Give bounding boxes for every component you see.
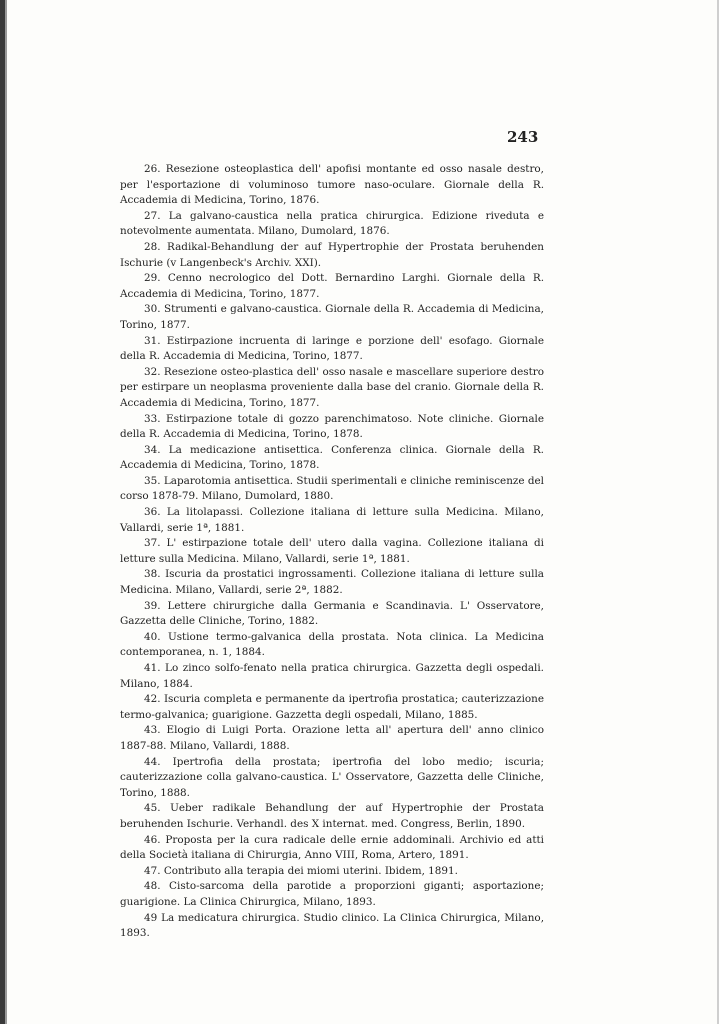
page-number: 243 bbox=[507, 128, 539, 146]
scan-binding-shadow bbox=[5, 0, 7, 1024]
bibliography-entry: 29. Cenno necrologico del Dott. Bernardino Larghi. Giornale della R. Accademia di Medicina, Torino, 1877. bbox=[120, 272, 544, 300]
bibliography-entry: 28. Radikal-Behandlung der auf Hypertrophie der Prostata beruhenden Ischurie (v Langenbeck's Archiv. XXI). bbox=[120, 240, 544, 269]
bibliography-entry: 36. La litolapassi. Collezione italiana di letture sulla Medicina. Milano, Vallardi, serie 1ª, 1881. bbox=[120, 506, 544, 534]
bibliography-list bbox=[120, 162, 544, 942]
bibliography-entry: 27. La galvano-caustica nella pratica chirurgica. Edizione riveduta e notevolmente aumentata. Milano, Dumolard, 1876. bbox=[120, 209, 544, 238]
bibliography-entry: 45. Ueber radikale Behandlung der auf Hypertrophie der Prostata beruhenden Ischurie. Verhandl. des X internat. med. Congress, Berlin, 1890. bbox=[120, 802, 544, 830]
bibliography-entry: 47. Contributo alla terapia dei miomi uterini. Ibidem, 1891. bbox=[144, 864, 458, 877]
bibliography-entry: 42. Iscuria completa e permanente da ipertrofia prostatica; cauterizzazione termo-galvanica; guarigione. Gazzetta degli ospedali, Milano, 1885. bbox=[120, 693, 544, 721]
bibliography-entry: 34. La medicazione antisettica. Conferenza clinica. Giornale della R. Accademia di Medicina, Torino, 1878. bbox=[120, 443, 544, 472]
bibliography-entry: 46. Proposta per la cura radicale delle ernie addominali. Archivio ed atti della Società italiana di Chirurgia, Anno VIII, Roma, Artero, 1891. bbox=[120, 833, 544, 862]
bibliography-entry: 38. Iscuria da prostatici ingrossamenti. Collezione italiana di letture sulla Medicina. Milano, Vallardi, serie 2ª, 1882. bbox=[120, 568, 544, 597]
bibliography-entry: 37. L' estirpazione totale dell' utero dalla vagina. Collezione italiana di letture sulla Medicina. Milano, Vallardi, serie 1ª, 1881. bbox=[120, 537, 544, 565]
bibliography-entry: 32. Resezione osteo-plastica dell' osso nasale e mascellare superiore destro per estirpare un neoplasma proveniente dalla base del cranio. Giornale della R. Accademia di Medicina, Torino, 1877. bbox=[120, 365, 544, 409]
bibliography-entry: 41. Lo zinco solfo-fenato nella pratica chirurgica. Gazzetta degli ospedali. Milano, 1884. bbox=[120, 662, 544, 690]
bibliography-entry: 30. Strumenti e galvano-caustica. Giornale della R. Accademia di Medicina, Torino, 1877. bbox=[120, 303, 544, 331]
bibliography-entry: 48. Cisto-sarcoma della parotide a proporzioni giganti; asportazione; guarigione. La Clinica Chirurgica, Milano, 1893. bbox=[120, 880, 544, 908]
bibliography-entry: 44. Ipertrofia della prostata; ipertrofia del lobo medio; iscuria; cauterizzazione colla galvano-caustica. L' Osservatore, Gazzetta delle Cliniche, Torino, 1888. bbox=[120, 755, 544, 799]
bibliography-entry: 35. Laparotomia antisettica. Studii sperimentali e cliniche reminiscenze del corso 1878-79. Milano, Dumolard, 1880. bbox=[120, 474, 544, 503]
bibliography-entry: 43. Elogio di Luigi Porta. Orazione letta all' apertura dell' anno clinico 1887-88. Milano, Vallardi, 1888. bbox=[120, 724, 544, 752]
bibliography-entry: 49 La medicatura chirurgica. Studio clinico. La Clinica Chirurgica, Milano, 1893. bbox=[120, 911, 544, 940]
bibliography-entry: 39. Lettere chirurgiche dalla Germania e Scandinavia. L' Osservatore, Gazzetta delle Cliniche, Torino, 1882. bbox=[120, 599, 544, 628]
bibliography-entry: 31. Estirpazione incruenta di laringe e porzione dell' esofago. Giornale della R. Accademia di Medicina, Torino, 1877. bbox=[120, 334, 544, 363]
bibliography-entry: 33. Estirpazione totale di gozzo parenchimatoso. Note cliniche. Giornale della R. Accademia di Medicina, Torino, 1878. bbox=[120, 412, 544, 441]
bibliography-entry: 40. Ustione termo-galvanica della prostata. Nota clinica. La Medicina contemporanea, n. 1, 1884. bbox=[120, 630, 544, 659]
bibliography-entry: 26. Resezione osteoplastica dell' apofisi montante ed osso nasale destro, per l'esportazione di voluminoso tumore naso-oculare. Giornale della R. Accademia di Medicina, Torino, 1876. bbox=[120, 163, 544, 207]
